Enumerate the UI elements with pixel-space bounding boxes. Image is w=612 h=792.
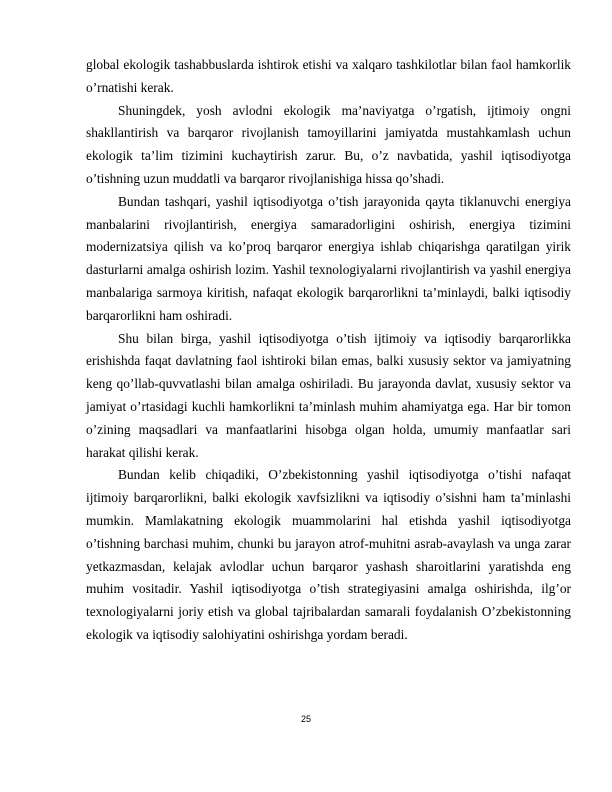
paragraph-1: global ekologik tashabbuslarda ishtirok etishi va xalqaro tashkilotlar bilan faol hamkorlik o’rnatishi kerak. bbox=[86, 57, 571, 95]
paragraph-4: Shu bilan birga, yashil iqtisodiyotga o’tish ijtimoiy va iqtisodiy barqarorlikka erishishda faqat davlatning faol ishtiroki bilan emas, balki xususiy sektor va jamiyatning keng qo’llab-quvvatlashi bilan amalga oshiriladi. Bu jarayonda davlat, xususiy sektor va jamiyat o’rtasidagi kuchli hamkorlikni ta’minlash muhim ahamiyatga ega. Har bir tomon o’zining maqsadlari va manfaatlarini hisobga olgan holda, umumiy manfaatlar sari harakat qilishi kerak. bbox=[86, 330, 571, 460]
paragraph-2: Shuningdek, yosh avlodni ekologik ma’naviyatga o’rgatish, ijtimoiy ongni shakllantirish va barqaror rivojlanish tamoyillarini jamiyatda mustahkamlash uchun ekologik ta’lim tizimini kuchaytirish zarur. Bu, o’z navbatida, yashil iqtisodiyotga o’tishning uzun muddatli va barqaror rivojlanishiga hissa qo’shadi. bbox=[86, 102, 571, 186]
paragraph-5: Bundan kelib chiqadiki, O’zbekistonning yashil iqtisodiyotga o’tishi nafaqat ijtimoiy barqarorlikni, balki ekologik xavfsizlikni va iqtisodiy o’sishni ham ta’minlashi mumkin. Mamlakatning ekologik muammolarini hal etishda yashil iqtisodiyotga o’tishning barchasi muhim, chunki bu jarayon atrof-muhitni asrab-avaylash va unga zarar yetkazmasdan, kelajak avlodlar uchun barqaror yashash sharoitlarini yaratishda eng muhim vositadir. Yashil iqtisodiyotga o’tish strategiyasini amalga oshirishda, ilg’or texnologiyalarni joriy etish va global tajribalardan samarali foydalanish O’zbekistonning ekologik va iqtisodiy salohiyatini oshirishga yordam beradi. bbox=[86, 467, 571, 642]
paragraph-3: Bundan tashqari, yashil iqtisodiyotga o’tish jarayonida qayta tiklanuvchi energiya manbalarini rivojlantirish, energiya samaradorligini oshirish, energiya tizimini modernizatsiya qilish va ko’proq barqaror energiya ishlab chiqarishga qaratilgan yirik dasturlarni amalga oshirish lozim. Yashil texnologiyalarni rivojlantirish va yashil energiya manbalariga sarmoya kiritish, nafaqat ekologik barqarorlikni ta’minlaydi, balki iqtisodiy barqarorlikni ham oshiradi. bbox=[86, 193, 571, 323]
page-number: 25 bbox=[300, 714, 311, 724]
document-body bbox=[86, 54, 571, 647]
